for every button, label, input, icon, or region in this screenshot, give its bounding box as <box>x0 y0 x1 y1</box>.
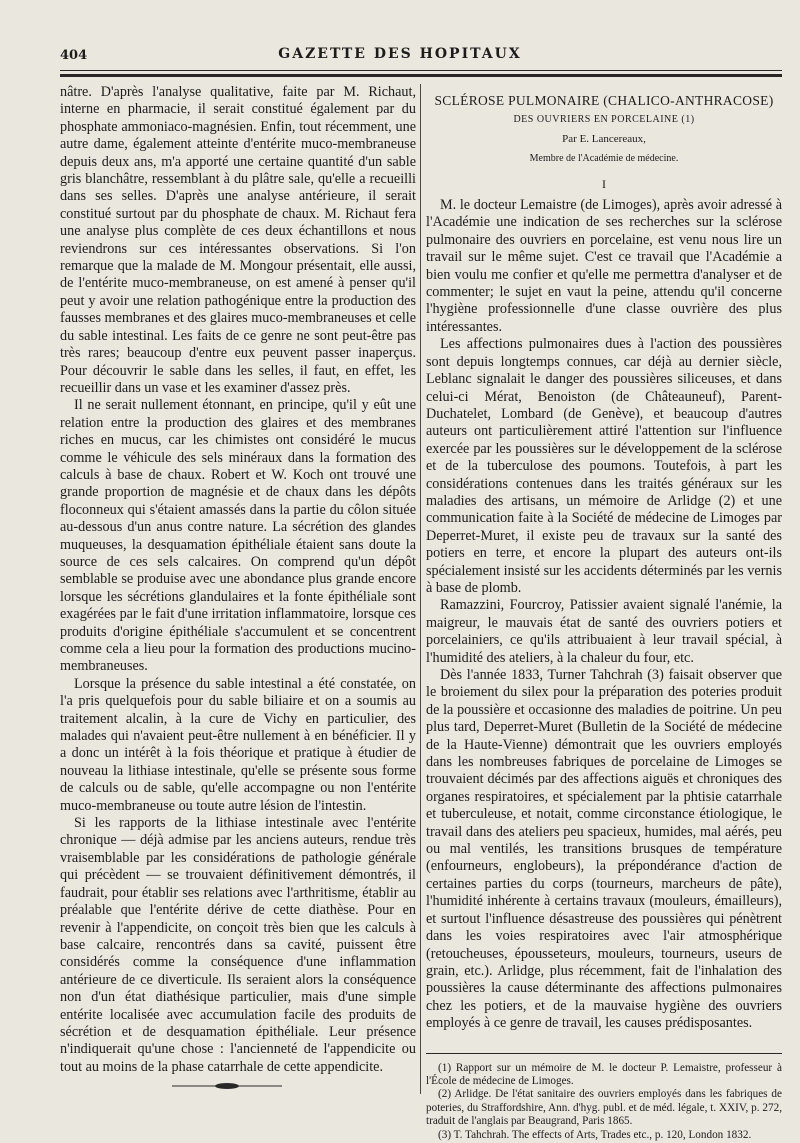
footnote-rule <box>426 1053 782 1054</box>
article-title: SCLÉROSE PULMONAIRE (CHALICO-ANTHRACOSE) <box>434 93 774 108</box>
article-author: Par E. Lancereaux, <box>562 132 646 145</box>
right-column <box>426 84 782 1142</box>
page-number: 404 <box>60 48 88 63</box>
footnote: (1) Rapport sur un mémoire de M. le docteur P. Lemaistre, professeur à l'École de médecine de Limoges. <box>426 1061 782 1087</box>
footnote: (2) Arlidge. De l'état sanitaire des ouvriers employés dans les fabriques de poteries, du Straffordshire, Ann. d'hyg. publ. et de méd. légale, t. XXIV, p. 272, traduit de l'anglais par Beaugrand, Paris 1865. <box>426 1088 782 1128</box>
header-rule-thick <box>60 74 782 77</box>
paragraph: Dès l'année 1833, Turner Tahchrah (3) faisait observer que le broiement du silex pour la préparation des poteries produit de la poussière et occasionne des maladies de poitrine. Un peu plus tard, Deperret-Muret (Bulletin de la Société de médecine de la Haute-Vienne) démontrait que les ouvriers employés dans les nombreuses fabriques de porcelaine de Limoges se trouvaient décimés par des affections aiguës et chroniques des organes respiratoires, et spécialement par la phtisie catarrhale et tuberculeuse, et notait, comme circonstance étiologique, le travail dans des ateliers peu spacieux, humides, mal aérés, peu ou mal ventilés, les transitions brusques de température (enfourneurs, englobeurs), la prépondérance d'action de certaines parties du corps (tourneurs, marcheurs de pâte), l'humidité inhérente à certains travaux (mouleurs, émailleurs), et surtout l'influence désastreuse des poussières qui pénètrent dans les voies respiratoires avec l'air atmosphérique (retoucheuses, épousseteurs, mouleurs, tourneurs, useurs de grain, etc.). Arlidge, plus récemment, fait de l'inhalation des poussières la cause déterminante des affections pulmonaires chez les potiers, et de la mauvaise hygiène des ouvriers employés à ce genre de travail, les causes prédisposantes. <box>426 667 782 1032</box>
paragraph: Les affections pulmonaires dues à l'action des poussières sont depuis longtemps connues, car déjà au dernier siècle, Leblanc signalait le danger des poussières siliceuses, et dans celui-ci Mérat, Benoiston (de Châteauneuf), Parent-Duchatelet, Lombard (de Genève), et beaucoup d'autres auteurs ont particulièrement attiré l'attention sur l'influence exercée par les poussières sur le développement de la sclérose et de la tuberculose des poumons. Toutefois, à part les considérations contenues dans les traités généraux sur les maladies des artisans, un mémoire de Arlidge (2) et une communication faite à la Société de médecine de Limoges par Deperret-Muret, il existe peu de travaux sur la santé des potiers en terre, et encore la plupart des auteurs ont-ils spécialement insisté sur les accidents déterminés par les vernis à base de plomb. <box>426 336 782 596</box>
column-divider <box>420 84 421 1094</box>
paragraph: Si les rapports de la lithiase intestinale avec l'entérite chronique — déjà admise par les anciens auteurs, rendue très vraisemblable par les considérations de pathologie générale qui précèdent — se trouvaient définitivement démontrés, il faudrait, pour établir ses relations avec l'arthritisme, établir au préalable que l'entérite dérive de cette diathèse. Pour en revenir à l'appendicite, on conçoit très bien que les calculs à base calcaire, rencontrés dans sa cavité, puissent être considérés comme la conséquence d'une inflammation antérieure de ce diverticule. Ils seraient alors la conséquence non d'un état diathésique particulier, mais d'une simple entérite localisée avec accumulation facile des produits de sécrétion et de desquamation épithéliale. Leur présence n'indiquerait qu'une chose : l'ancienneté de l'appendicite ou tout au moins de la phase catarrhale de cette appendicite. <box>60 815 416 1075</box>
left-column <box>60 84 416 1076</box>
paragraph: Ramazzini, Fourcroy, Patissier avaient signalé l'anémie, la maigreur, le mauvais état de santé des ouvriers potiers et porcelainiers, ce qu'ils attribuaient à leur travail spécial, à l'humidité des ateliers, à la chaleur du four, etc. <box>426 597 782 666</box>
end-ornament <box>172 1080 282 1092</box>
article-subtitle: DES OUVRIERS EN PORCELAINE (1) <box>513 114 695 126</box>
paragraph: M. le docteur Lemaistre (de Limoges), après avoir adressé à l'Académie une indication de ses recherches sur la sclérose pulmonaire des ouvriers en porcelaine, est venu nous lire un travail sur le même sujet. C'est ce travail que l'Académie a bien voulu me confier et qu'elle me permettra d'analyser et de commenter; le sujet en vaut la peine, attendu qu'il concerne l'hygiène professionnelle d'une classe ouvrière des plus intéressantes. <box>426 197 782 335</box>
footnote: (3) T. Tahchrah. The effects of Arts, Trades etc., p. 120, London 1832. <box>438 1128 752 1141</box>
paragraph: Lorsque la présence du sable intestinal a été constatée, on l'a pris quelquefois pour du sable biliaire et on a soumis au traitement alcalin, à la cure de Vichy en particulier, des malades qui n'avaient peut-être nullement à en bénéficier. Il y a donc un intérêt à la fois théorique et pratique à étudier de nouveau la lithiase intestinale, qu'elle se présente sous forme de calculs ou de sable, qu'elle accompagne ou non l'entérite muco-membraneuse ou toute autre lésion de l'intestin. <box>60 675 416 814</box>
footnotes <box>426 1062 782 1142</box>
author-affiliation: Membre de l'Académie de médecine. <box>529 153 679 165</box>
journal-title: GAZETTE DES HOPITAUX <box>278 46 522 62</box>
header-rule-thin <box>60 70 782 71</box>
paragraph: nâtre. D'après l'analyse qualitative, faite par M. Richaut, interne en pharmacie, il serait constitué également par du phosphate ammoniaco-magnésien. Enfin, tout récemment, une autre dame, également atteinte d'entérite muco-membraneuse depuis deux ans, m'a apporté une certaine quantité d'un sable gris blanchâtre, ressemblant à du plâtre sale, qu'elle a recueilli dans ses selles. D'après une analyse antérieure, il serait constitué surtout par du phosphate de chaux. M. Richaut fera une analyse plus complète de ces deux échantillons et nous reviendrons sur ces intéressantes observations. Si l'on remarque que la malade de M. Mongour présentait, elle aussi, de l'entérite muco-membraneuse, on est amené à penser qu'il peut y avoir une relation pathogénique entre la production des fausses membranes et des glaires muco-membraneuses et celle du sable intestinal. Les faits de ce genre ne sont peut-être pas très rares; beaucoup d'entre eux peuvent passer inaperçus. Pour découvrir le sable dans les selles, il faut, en effet, les recueillir dans un vase et les examiner d'assez près. <box>60 84 416 396</box>
paragraph: Il ne serait nullement étonnant, en principe, qu'il y eût une relation entre la production des glaires et des membranes riches en mucus, car les chimistes ont considéré le mucus comme le véhicule des sels minéraux dans la formation des calculs à base de chaux. Robert et W. Koch ont trouvé une grande proportion de magnésie et de chaux dans les dépôts floconneux qui s'étaient amassés dans la partie du côlon située au-dessous d'un anus contre nature. La sécrétion des glandes muqueuses, la desquamation épithéliale étaient sans doute la source de ces sels calcaires. On comprend qu'un dépôt semblable se produise avec une abondance plus grande encore lorsque les sécrétions glandulaires et la fonte épithéliale sont exagérées par le fait d'une irritation inflammatoire, lorsque ces produits d'origine épithéliale s'accumulent et se concentrent comme cela a lieu pour la formation des productions mucino-membraneuses. <box>60 397 416 675</box>
section-number: I <box>602 176 606 191</box>
